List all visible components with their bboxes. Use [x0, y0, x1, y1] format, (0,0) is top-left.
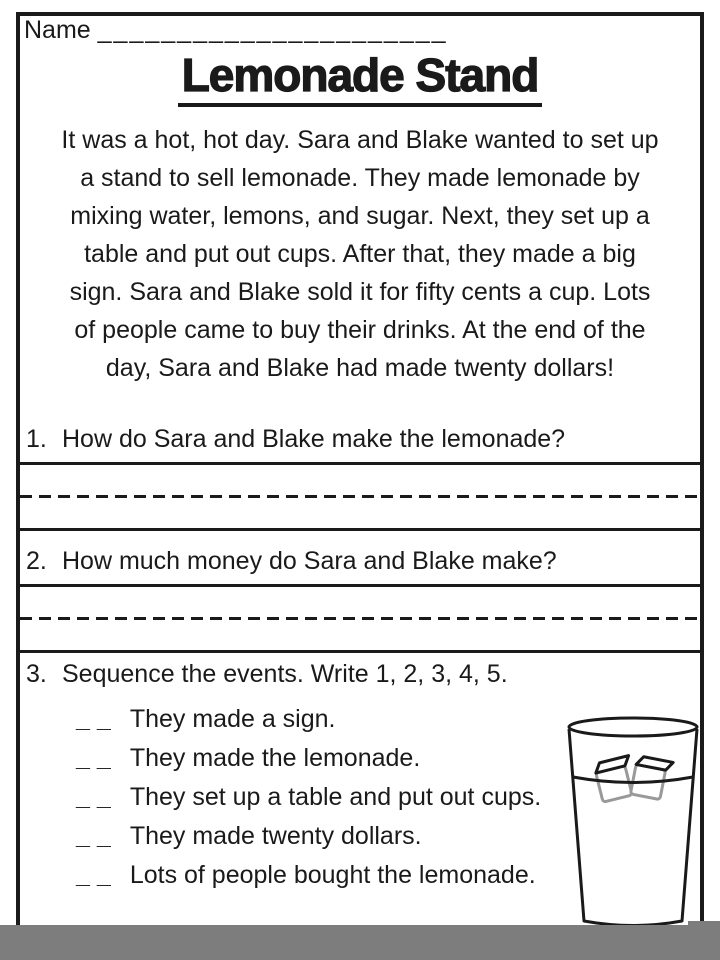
story-line: mixing water, lemons, and sugar. Next, they set up a [70, 202, 650, 230]
question-3-text: Sequence the events. Write 1, 2, 3, 4, 5. [62, 660, 508, 688]
story-line: a stand to sell lemonade. They made lemonade by [80, 164, 640, 192]
answer-line-solid[interactable] [20, 650, 702, 653]
sequence-item-text: They set up a table and put out cups. [129, 783, 542, 811]
sequence-blank[interactable]: __ [76, 822, 118, 850]
question-3-row [20, 659, 706, 697]
title-wrap [0, 50, 720, 107]
question-2-number: 2. [26, 547, 47, 575]
question-1-block [20, 424, 702, 531]
sequence-blank[interactable]: __ [76, 783, 118, 811]
sequence-item-text: They made a sign. [129, 705, 336, 733]
sequence-item-text: Lots of people bought the lemonade. [129, 861, 536, 889]
lemonade-glass-illustration [560, 710, 706, 932]
story-line: of people came to buy their drinks. At the end of the [74, 316, 646, 344]
answer-line-dashed[interactable] [20, 495, 702, 498]
sequence-blank[interactable]: __ [76, 705, 118, 733]
name-label: Name [24, 16, 91, 44]
name-write-line[interactable]: ______________________ [97, 16, 448, 44]
sequence-item-text: They made twenty dollars. [129, 822, 422, 850]
story-line: table and put out cups. After that, they made a big [84, 240, 636, 268]
glass-rim [569, 718, 697, 736]
story-line: It was a hot, hot day. Sara and Blake wanted to set up [61, 126, 659, 154]
sequence-item-text: They made the lemonade. [129, 744, 421, 772]
answer-line-solid[interactable] [20, 528, 702, 531]
page-title: Lemonade Stand [178, 50, 543, 107]
story-line: day, Sara and Blake had made twenty dollars! [105, 354, 615, 382]
question-2-row [20, 546, 702, 587]
name-row [24, 16, 448, 45]
sequence-blank[interactable]: __ [76, 744, 118, 772]
footer-gray-bar [0, 925, 720, 960]
sequence-blank[interactable]: __ [76, 861, 118, 889]
question-2-block [20, 546, 702, 653]
answer-line-dashed[interactable] [20, 617, 702, 620]
question-2-text: How much money do Sara and Blake make? [62, 547, 557, 575]
story-line: sign. Sara and Blake sold it for fifty cents a cup. Lots [69, 278, 651, 306]
question-1-row [20, 424, 702, 465]
question-1-number: 1. [26, 425, 47, 453]
story-paragraph [22, 121, 698, 387]
glass-body [569, 729, 697, 926]
question-1-text: How do Sara and Blake make the lemonade? [62, 425, 566, 453]
question-3-number: 3. [26, 660, 47, 688]
